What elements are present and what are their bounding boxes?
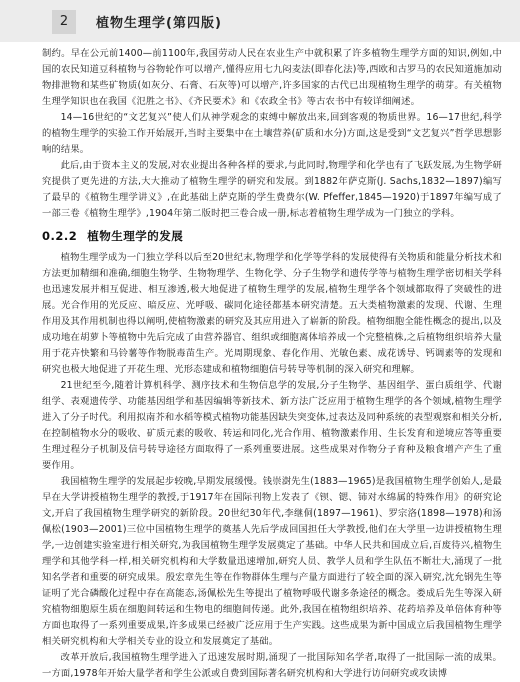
- section-title: 植物生理学的发展: [87, 229, 184, 243]
- book-title: 植物生理学(第四版): [96, 16, 222, 31]
- page-number: 2: [52, 10, 76, 34]
- section-heading: [42, 228, 502, 245]
- paragraph: 改革开放后,我国植物生理学进入了迅速发展时期,涌现了一批国际知名学者,取得了一批国际一流的成果。一方面,1978年开始大量学者和学生公派或自费到国际著名研究机构和大学进行访问研究或攻读博: [42, 652, 502, 679]
- paragraph: 21世纪至今,随着计算机科学、测序技术和生物信息学的发展,分子生物学、基因组学、蛋白质组学、代谢组学、表观遗传学、功能基因组学和基因编辑等新技术、新方法广泛应用于植物生理学的各个领域,植物生理学进入了分子时代。利用拟南芥和水稻等模式植物功能基因缺失突变体,过表达及同种系统的表型观察和相关分析,在控制植物水分的吸收、矿质元素的吸收、转运和同化,光合作用、植物激素作用、生长发育和逆境应答等重要生理过程分子机制及信号转导途径方面取得了一系列重要进展。这些成果对作物分子育种及粮食增产产生了重要作用。: [42, 380, 502, 471]
- paragraph: 植物生理学成为一门独立学科以后至20世纪末,物理学和化学等学科的发展使得有关物质和能量分析技术和方法更加精细和准确,细胞生物学、生物物理学、生物化学、分子生物学和遗传学等与植物生理学密切相关学科也迅速发展并相互促进、相互渗透,极大地促进了植物生理学的发展,植物生理学各个领域都取得了突破性的进展。光合作用的光反应、暗反应、光呼吸、碳同化途径都基本研究清楚。五大类植物激素的发现、代谢、生理作用及其作用机制也得以阐明,使植物激素的研究及其应用进入了崭新的阶段。植物细胞全能性概念的提出,以及成功地在胡萝卜等植物中先后完成了由营养器官、组织或细胞离体培养成一个完整植株,之后植物组织培养大量用于花卉快繁和马铃薯等作物脱毒苗生产。光周期现象、春化作用、光敏色素、成花诱导、钙调素等的发现和研究也极大地促进了开花生理、光形态建成和植物细胞信号转导等机制的深入研究和理解。: [42, 252, 502, 375]
- section-number: 0.2.2: [42, 229, 78, 243]
- paragraph: 制约。早在公元前1400—前1100年,我国劳动人民在农业生产中就积累了许多植物生理学方面的知识,例如,中国的农民知道豆科植物与谷物轮作可以增产,懂得应用七九闷麦法(即春化法)等,西欧和古罗马的农民知道施加动物排泄物和某些矿物质(如灰分、石膏、石灰等)可以增产,许多国家的古代已出现植物生理学的萌芽。有关植物生理学知识也在我国《氾胜之书》、《齐民要术》和《农政全书》等古农书中有较详细阐述。: [42, 48, 502, 107]
- paragraph: 此后,由于资本主义的发展,对农业提出各种各样的要求,与此同时,物理学和化学也有了飞跃发展,为生物学研究提供了更先进的方法,大大推动了植物生理学的研究和发展。到1882年萨克斯(J. Sachs,1832—1897)编写了最早的《植物生理学讲义》,在此基础上萨克斯的学生费费尔(W. Pfeffer,1845—1920)于1897年编写成了一部三卷《植物生理学》,1904年第二版时把三卷合成一册,标志着植物生理学成为一门独立的学科。: [42, 160, 502, 219]
- paragraph: 14—16世纪的“文艺复兴”使人们从神学观念的束缚中解放出来,回到客观的物质世界。16—17世纪,科学的植物生理学的实验工作开始展开,当时主要集中在土壤营养(矿质和水分)方面,这是受到“文艺复兴”哲学思想影响的结果。: [42, 112, 502, 155]
- paragraph: 我国植物生理学的发展起步较晚,早期发展缓慢。钱崇澍先生(1883—1965)是我国植物生理学创始人,是最早在大学讲授植物生理学的教授,于1917年在国际刊物上发表了《钡、锶、铈对水绵属的特殊作用》的研究论文,开启了我国植物生理学研究的新阶段。20世纪30年代,李继侗(1897—1961)、罗宗洛(1898—1978)和汤佩松(1903—2001)三位中国植物生理学的奠基人先后学成回国担任大学教授,他们在大学里一边讲授植物生理学,一边创建实验室进行相关研究,为我国植物生理学发展奠定了基础。中华人民共和国成立后,百废待兴,植物生理学和其他学科一样,相关研究机构和大学数量迅速增加,研究人员、教学人员和学生队伍不断壮大,涌现了一批知名学者和重要的研究成果。殷宏章先生等在作物群体生理与产量方面进行了较全面的深入研究,沈允钢先生等证明了光合磷酸化过程中存在高能态,汤佩松先生等提出了植物呼吸代谢多条途径的概念。娄成后先生等深入研究植物细胞原生质在细胞间转运和生物电的细胞间传递。此外,我国在植物组织培养、花药培养及单倍体育种等方面也取得了一系列重要成果,许多成果已经被广泛应用于生产实践。这些成果为新中国成立后我国植物生理学相关研究机构和大学相关专业的设立和发展奠定了基础。: [42, 476, 502, 647]
- page-header: [0, 0, 520, 42]
- body-text: [42, 46, 502, 682]
